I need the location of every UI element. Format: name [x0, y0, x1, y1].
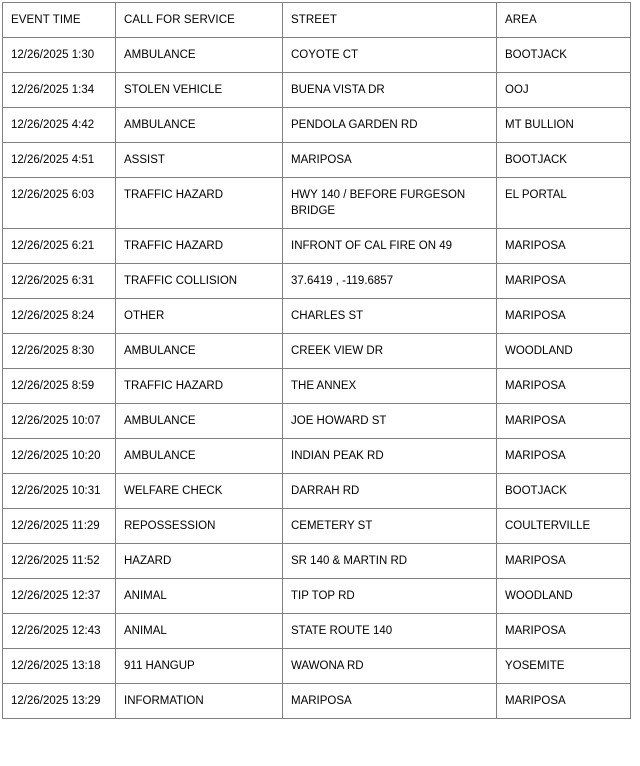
cell-street: TIP TOP RD	[283, 579, 497, 614]
cell-area: MARIPOSA	[497, 684, 631, 719]
cell-event-time: 12/26/2025 4:42	[3, 108, 116, 143]
cell-area: MARIPOSA	[497, 299, 631, 334]
cell-call-for-service: INFORMATION	[116, 684, 283, 719]
cell-event-time: 12/26/2025 8:59	[3, 369, 116, 404]
cell-area: BOOTJACK	[497, 38, 631, 73]
table-row	[3, 439, 631, 474]
calls-for-service-table	[2, 2, 631, 719]
cell-call-for-service: TRAFFIC COLLISION	[116, 264, 283, 299]
cell-call-for-service: ASSIST	[116, 143, 283, 178]
cell-event-time: 12/26/2025 11:52	[3, 544, 116, 579]
column-header-area: AREA	[497, 3, 631, 38]
cell-call-for-service: AMBULANCE	[116, 38, 283, 73]
calls-for-service-table-container	[2, 2, 630, 719]
table-row	[3, 369, 631, 404]
cell-call-for-service: AMBULANCE	[116, 439, 283, 474]
cell-area: EL PORTAL	[497, 178, 631, 229]
cell-street: COYOTE CT	[283, 38, 497, 73]
cell-call-for-service: ANIMAL	[116, 579, 283, 614]
cell-call-for-service: TRAFFIC HAZARD	[116, 229, 283, 264]
table-row	[3, 649, 631, 684]
cell-street: SR 140 & MARTIN RD	[283, 544, 497, 579]
cell-street: CREEK VIEW DR	[283, 334, 497, 369]
cell-area: MARIPOSA	[497, 369, 631, 404]
cell-area: MARIPOSA	[497, 439, 631, 474]
table-row	[3, 509, 631, 544]
cell-event-time: 12/26/2025 4:51	[3, 143, 116, 178]
cell-street: WAWONA RD	[283, 649, 497, 684]
table-row	[3, 108, 631, 143]
cell-event-time: 12/26/2025 13:29	[3, 684, 116, 719]
table-header	[3, 3, 631, 38]
cell-area: MT BULLION	[497, 108, 631, 143]
column-header-call-for-service: CALL FOR SERVICE	[116, 3, 283, 38]
cell-street: THE ANNEX	[283, 369, 497, 404]
column-header-street: STREET	[283, 3, 497, 38]
column-header-event-time: EVENT TIME	[3, 3, 116, 38]
cell-street: STATE ROUTE 140	[283, 614, 497, 649]
cell-street: CHARLES ST	[283, 299, 497, 334]
table-row	[3, 404, 631, 439]
cell-street: BUENA VISTA DR	[283, 73, 497, 108]
cell-event-time: 12/26/2025 10:20	[3, 439, 116, 474]
cell-area: WOODLAND	[497, 334, 631, 369]
cell-event-time: 12/26/2025 6:31	[3, 264, 116, 299]
cell-street: PENDOLA GARDEN RD	[283, 108, 497, 143]
cell-area: COULTERVILLE	[497, 509, 631, 544]
cell-event-time: 12/26/2025 8:24	[3, 299, 116, 334]
cell-street: 37.6419 , -119.6857	[283, 264, 497, 299]
cell-call-for-service: AMBULANCE	[116, 404, 283, 439]
cell-area: MARIPOSA	[497, 404, 631, 439]
cell-street: MARIPOSA	[283, 143, 497, 178]
table-header-row	[3, 3, 631, 38]
cell-street: MARIPOSA	[283, 684, 497, 719]
cell-area: YOSEMITE	[497, 649, 631, 684]
cell-call-for-service: 911 HANGUP	[116, 649, 283, 684]
cell-call-for-service: HAZARD	[116, 544, 283, 579]
table-row	[3, 264, 631, 299]
cell-area: MARIPOSA	[497, 614, 631, 649]
cell-event-time: 12/26/2025 13:18	[3, 649, 116, 684]
cell-call-for-service: TRAFFIC HAZARD	[116, 369, 283, 404]
cell-event-time: 12/26/2025 1:34	[3, 73, 116, 108]
table-row	[3, 334, 631, 369]
cell-event-time: 12/26/2025 12:43	[3, 614, 116, 649]
cell-call-for-service: STOLEN VEHICLE	[116, 73, 283, 108]
table-row	[3, 299, 631, 334]
table-row	[3, 684, 631, 719]
cell-event-time: 12/26/2025 10:07	[3, 404, 116, 439]
table-row	[3, 229, 631, 264]
table-row	[3, 474, 631, 509]
table-row	[3, 38, 631, 73]
table-row	[3, 544, 631, 579]
cell-call-for-service: TRAFFIC HAZARD	[116, 178, 283, 229]
table-row	[3, 614, 631, 649]
cell-event-time: 12/26/2025 1:30	[3, 38, 116, 73]
cell-area: WOODLAND	[497, 579, 631, 614]
cell-street: CEMETERY ST	[283, 509, 497, 544]
cell-area: MARIPOSA	[497, 264, 631, 299]
cell-call-for-service: WELFARE CHECK	[116, 474, 283, 509]
cell-area: BOOTJACK	[497, 143, 631, 178]
cell-street: JOE HOWARD ST	[283, 404, 497, 439]
cell-event-time: 12/26/2025 8:30	[3, 334, 116, 369]
cell-call-for-service: REPOSSESSION	[116, 509, 283, 544]
table-row	[3, 143, 631, 178]
table-row	[3, 73, 631, 108]
cell-call-for-service: AMBULANCE	[116, 108, 283, 143]
table-row	[3, 178, 631, 229]
cell-area: BOOTJACK	[497, 474, 631, 509]
cell-area: MARIPOSA	[497, 544, 631, 579]
cell-area: MARIPOSA	[497, 229, 631, 264]
cell-call-for-service: OTHER	[116, 299, 283, 334]
table-body	[3, 38, 631, 719]
cell-event-time: 12/26/2025 12:37	[3, 579, 116, 614]
cell-call-for-service: AMBULANCE	[116, 334, 283, 369]
cell-street: INFRONT OF CAL FIRE ON 49	[283, 229, 497, 264]
cell-street: HWY 140 / BEFORE FURGESON BRIDGE	[283, 178, 497, 229]
cell-street: INDIAN PEAK RD	[283, 439, 497, 474]
table-row	[3, 579, 631, 614]
cell-event-time: 12/26/2025 6:21	[3, 229, 116, 264]
cell-event-time: 12/26/2025 11:29	[3, 509, 116, 544]
cell-area: OOJ	[497, 73, 631, 108]
cell-call-for-service: ANIMAL	[116, 614, 283, 649]
cell-street: DARRAH RD	[283, 474, 497, 509]
cell-event-time: 12/26/2025 10:31	[3, 474, 116, 509]
cell-event-time: 12/26/2025 6:03	[3, 178, 116, 229]
